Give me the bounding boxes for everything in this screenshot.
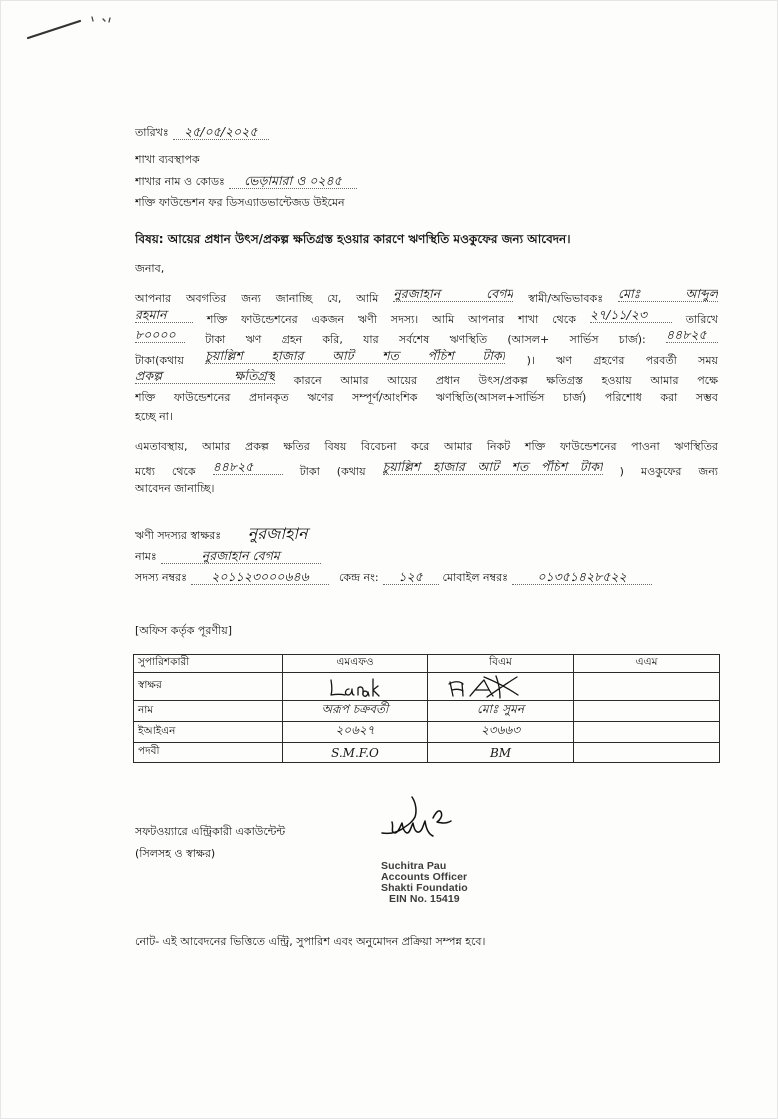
para2-line1	[135, 439, 718, 457]
salutation-line	[135, 261, 718, 279]
para1-repayment-text: শক্তি ফাউন্ডেশনের প্রদানকৃত ঋণের সম্পূর্ণ/আংশিক ঋণস্থিতি(আসল+সার্ভিস চার্জ) পরিশোধ করা সম্ভব	[135, 391, 718, 404]
applicant-signature-label: ঋণী সদস্যর স্বাক্ষরঃ	[135, 529, 222, 542]
date-value: ২৫/০৫/২০২৫	[173, 125, 269, 140]
recipient-line	[135, 152, 718, 170]
row-label-designation: পদবী	[134, 743, 283, 763]
applicant-signature: নুরজাহান	[247, 525, 308, 543]
para1-line4	[135, 349, 718, 367]
applicant-name-label: নামঃ	[135, 550, 157, 563]
am-signature-cell	[574, 673, 720, 701]
stamp-name: Suchitra Pau	[381, 860, 447, 872]
stamp-organization: Shakti Foundatio	[381, 882, 468, 894]
loan-amount-field: ৮০০০০	[135, 328, 185, 343]
center-value: ১২৫	[383, 570, 439, 585]
date-label: তারিখঃ	[135, 126, 169, 139]
mfo-name: অরূপ চক্রবর্তী	[283, 701, 428, 722]
loan-date-field: ২৭/১১/২৩	[590, 308, 672, 323]
bm-designation: BM	[428, 743, 574, 763]
para2-closing-text: আবেদন জানাচ্ছি।	[135, 482, 215, 495]
row-label-name: নাম	[134, 701, 283, 722]
note: নোট- এই আবেদনের ভিত্তিতে এন্ট্রি, সুপারিশ এবং অনুমোদন প্রক্রিয়া সম্পন্ন হবে।	[135, 935, 486, 948]
corner-pen-dots	[92, 17, 110, 22]
outstanding-field: ৪৪৮২৫	[666, 328, 718, 343]
subject-line	[135, 231, 695, 249]
para1-line1	[135, 287, 718, 305]
para1-line2	[135, 308, 718, 326]
para1-line5	[135, 369, 718, 387]
accountant-subtitle: (সিলসহ ও স্বাক্ষর)	[135, 847, 216, 860]
am-designation	[574, 743, 720, 763]
office-use-label: [অফিস কর্তৃক পূরণীয়]	[135, 624, 232, 637]
applicant-ids-line	[135, 570, 718, 588]
para2-intro-text: এমতাবস্থায়, আমার প্রকল্প ক্ষতির বিষয় বিবেচনা করে আমার নিকট শক্তি ফাউন্ডেশনের পাওনা ঋণস্থিতির	[135, 440, 718, 453]
guardian-field-part2: রহমান	[135, 308, 193, 323]
applicant-name-value: নুরজাহান বেগম	[161, 549, 321, 564]
para2-line3	[135, 481, 718, 499]
row-label-signature: স্বাক্ষর	[134, 673, 283, 701]
header-mfo: এমএফও	[283, 655, 428, 673]
para2-line2	[135, 460, 718, 478]
organization: শক্তি ফাউন্ডেশন ফর ডিসএ্যাডভান্টেজড উইমেন	[135, 196, 345, 209]
center-label: কেন্দ্র নং:	[338, 571, 379, 584]
branch-label: শাখার নাম ও কোডঃ	[135, 175, 225, 188]
member-no-label: সদস্য নম্বরঃ	[135, 571, 187, 584]
waiver-amount-field: ৪৪৮২৫	[213, 460, 283, 475]
stamp-ein: EIN No. 15419	[389, 893, 460, 905]
branch-line	[135, 174, 718, 192]
applicant-name-line	[135, 549, 718, 567]
bm-name: মোঃ সুমন	[428, 701, 574, 722]
para1-loan-text: টাকা ঋণ গ্রহন করি, যার সর্বশেষ ঋণস্থিতি (আসল+ সার্ভিস চার্জ):	[205, 333, 646, 346]
para1-after-words-text: )। ঋণ গ্রহণের পরবর্তী সময়	[526, 354, 718, 367]
bm-signature-cell	[428, 673, 574, 701]
subject: বিষয়: আয়ের প্রধান উৎস/প্রকল্প ক্ষতিগ্রস্ত হওয়ার কারণে ঋণস্থিতি মওকুফের জন্য আবেদন।	[135, 232, 571, 246]
header-recommender: সুপারিশকারী	[134, 655, 283, 673]
para1-line3	[135, 328, 718, 346]
header-bm: বিএম	[428, 655, 574, 673]
organization-line	[135, 195, 718, 213]
table-row-ein	[134, 722, 720, 743]
waiver-words-field: চুয়াল্লিশ হাজার আট শত পঁচিশ টাকা	[382, 460, 603, 474]
accountant-signature	[382, 797, 451, 836]
para2-taka-text: টাকা (কথায়	[299, 465, 366, 478]
corner-pen-mark	[28, 21, 80, 38]
para2-waiver-text: ) মওকুফের জন্য	[619, 465, 718, 478]
accountant-title-line	[135, 824, 375, 842]
in-words-label: টাকা(কথায়	[135, 354, 184, 367]
guardian-label: স্বামী/অভিভাবকঃ	[528, 292, 604, 305]
para1-line6	[135, 390, 718, 408]
accountant-title: সফটওয়্যারে এন্ট্রিকারী একাউন্টেন্ট	[135, 825, 286, 838]
para1-member-text: শক্তি ফাউন্ডেশনের একজন ঋণী সদস্য। আমি আপনার শাখা থেকে	[206, 313, 576, 326]
table-header-row	[134, 655, 720, 673]
guardian-field-part1: মোঃ আব্দুল	[618, 287, 718, 301]
date-suffix-text: তারিখে	[685, 313, 718, 326]
accountant-subtitle-line	[135, 846, 375, 864]
para2-from-text: মধ্যে থেকে	[135, 465, 196, 478]
applicant-signature-line	[135, 525, 718, 547]
member-no-value: ২০১১২৩০০০৬৪৬	[191, 570, 329, 585]
outstanding-words-field: চুয়াল্লিশ হাজার আট শত পঁচিশ টাকা	[205, 349, 506, 363]
bm-ein: ২৩৬৬৩	[428, 722, 574, 743]
date-line	[135, 125, 718, 143]
table-row-designation	[134, 743, 720, 763]
para1-closing-text: হচ্ছে না।	[135, 410, 173, 423]
para1-reason-text: কারনে আমার আয়ের প্রধান উৎস/প্রকল্প ক্ষতিগ্রস্ত হওয়ায় আমার পক্ষে	[293, 374, 718, 387]
recommendation-table	[133, 654, 720, 763]
member-name-field: নুরজাহান বেগম	[393, 287, 514, 301]
mobile-label: মোবাইল নম্বরঃ	[442, 571, 508, 584]
row-label-ein: ইআইএন	[134, 722, 283, 743]
stamp-designation: Accounts Officer	[381, 871, 468, 883]
mobile-value: ০১৩৫১৪২৮৫২২	[512, 570, 652, 585]
am-name	[574, 701, 720, 722]
table-row-signature	[134, 673, 720, 701]
reason-field: প্রকল্প ক্ষতিগ্রস্থ	[135, 369, 275, 383]
salutation: জনাব,	[135, 262, 165, 275]
para1-line7	[135, 409, 718, 427]
am-ein	[574, 722, 720, 743]
mfo-designation: S.M.F.O	[283, 743, 428, 763]
para1-intro-text: আপনার অবগতির জন্য জানাচ্ছি যে, আমি	[135, 292, 379, 305]
table-row-name	[134, 701, 720, 722]
mfo-ein: ২০৬২৭	[283, 722, 428, 743]
recipient: শাখা ব্যবস্থাপক	[135, 153, 200, 166]
header-am: এএম	[574, 655, 720, 673]
mfo-signature-cell	[283, 673, 428, 701]
office-use-line	[135, 623, 718, 641]
note-line	[135, 934, 718, 952]
branch-value: ভেড়ামারা ও ০২৪৫	[229, 174, 357, 189]
